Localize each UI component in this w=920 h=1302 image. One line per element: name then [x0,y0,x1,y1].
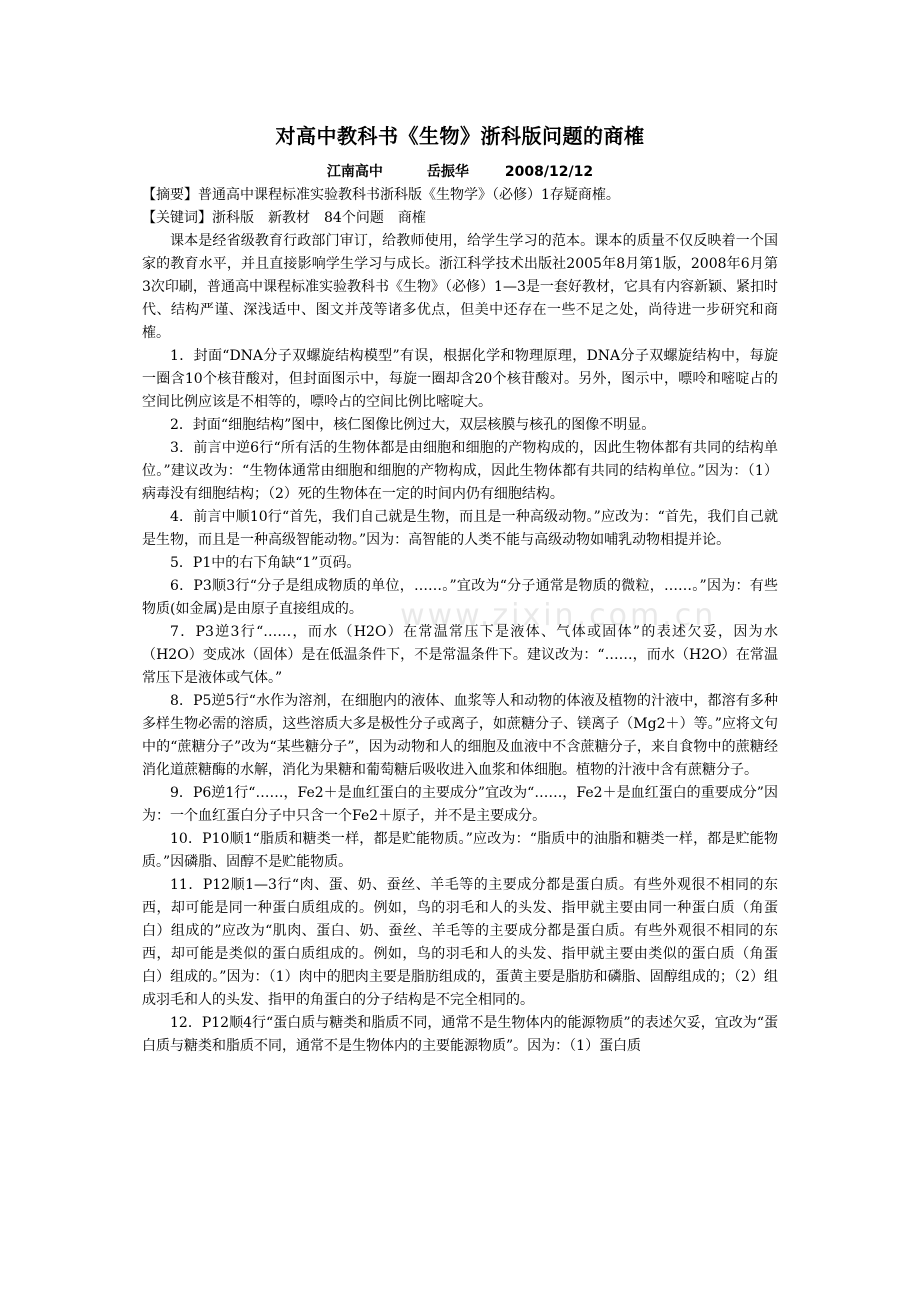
byline-author: 岳振华 [426,164,469,180]
abstract: 【摘要】普通高中课程标准实验教科书浙科版《生物学》（必修）1存疑商榷。 [142,187,620,203]
paragraph-item-2: 2．封面“细胞结构”图中，核仁图像比例过大，双层核膜与核孔的图像不明显。 [170,417,656,433]
paragraph-item-12: 12．P12顺4行“蛋白质与糖类和脂质不同，通常不是生物体内的能源物质”的表述欠妥，宜改为“蛋白质与糖类和脂质不同，通常不是生物体内的主要能源物质”。因为：（1）蛋白质 [142,1015,778,1054]
paragraph-item-3: 3．前言中逆6行“所有活的生物体都是由细胞和细胞的产物构成的，因此生物体都有共同的结构单位。”建议改为：“生物体通常由细胞和细胞的产物构成，因此生物体都有共同的结构单位。”因为：（1）病毒没有细胞结构；（2）死的生物体在一定的时间内仍有细胞结构。 [142,440,778,502]
paragraph-item-11: 11．P12顺1—3行“肉、蛋、奶、蚕丝、羊毛等的主要成分都是蛋白质。有些外观很不相同的东西，却可能是同一种蛋白质组成的。例如，鸟的羽毛和人的头发、指甲就主要由同一种蛋白质（角蛋白）组成的”应改为“肌肉、蛋白、奶、蚕丝、羊毛等的主要成分都是蛋白质。有些外观很不相同的东西，却可能是类似的蛋白质组成的。例如，鸟的羽毛和人的头发、指甲就主要由类似的蛋白质（角蛋白）组成的。”因为：（1）肉中的肥肉主要是脂肪组成的，蛋黄主要是脂肪和磷脂、固醇组成的；（2）组成羽毛和人的头发、指甲的角蛋白的分子结构是不完全相同的。 [142,877,778,1008]
paragraph-item-10: 10．P10顺1“脂质和糖类一样，都是贮能物质。”应改为：“脂质中的油脂和糖类一样，都是贮能物质。”因磷脂、固醇不是贮能物质。 [142,831,778,870]
watermark-text: www.zixin.com.cn [400,598,717,633]
byline [142,160,778,184]
document-title: 对高中教科书《生物》浙科版问题的商榷 [275,124,645,148]
paragraph-item-9: 9．P6逆1行“……，Fe2＋是血红蛋白的主要成分”宜改为“……，Fe2＋是血红蛋白的重要成分”因为：一个血红蛋白分子中只含一个Fe2＋原子，并不是主要成分。 [142,785,778,824]
paragraph-item-1: 1．封面“DNA分子双螺旋结构模型”有误，根据化学和物理原理，DNA分子双螺旋结构中，每旋一圈含10个核苷酸对，但封面图示中，每旋一圈却含20个核苷酸对。另外，图示中，嘌呤和嘧啶占的空间比例应该是不相等的，嘌呤占的空间比例比嘧啶大。 [142,348,778,410]
paragraph-item-5: 5．P1中的右下角缺“1”页码。 [170,555,361,571]
byline-school: 江南高中 [326,164,383,180]
paragraph-item-7: 7．P3逆3行“……，而水（H2O）在常温常压下是液体、气体或固体”的表述欠妥，因为水（H2O）变成冰（固体）是在低温条件下，不是常温条件下。建议改为：“……，而水（H2O）在常温常压下是液体或气体。” [142,624,778,686]
paragraph-intro: 课本是经省级教育行政部门审订，给教师使用，给学生学习的范本。课本的质量不仅反映着一个国家的教育水平，并且直接影响学生学习与成长。浙江科学技术出版社2005年8月第1版，2008年6月第3次印刷，普通高中课程标准实验教科书《生物》（必修）1—3是一套好教材，它具有内容新颖、紧扣时代、结构严谨、深浅适中、图文并茂等诸多优点，但美中还存在一些不足之处，尚待进一步研究和商榷。 [142,233,778,341]
document-page [142,118,778,1058]
keywords: 【关键词】浙科版 新教材 84个问题 商榷 [142,210,426,226]
paragraph-item-8: 8．P5逆5行“水作为溶剂，在细胞内的液体、血浆等人和动物的体液及植物的汁液中，都溶有多种多样生物必需的溶质，这些溶质大多是极性分子或离子，如蔗糖分子、镁离子（Mg2＋）等。”应将文句中的“蔗糖分子”改为“某些糖分子”，因为动物和人的细胞及血液中不含蔗糖分子，来自食物中的蔗糖经消化道蔗糖酶的水解，消化为果糖和葡萄糖后吸收进入血浆和体细胞。植物的汁液中含有蔗糖分子。 [142,693,778,778]
paragraph-item-4: 4．前言中顺10行“首先，我们自己就是生物，而且是一种高级动物。”应改为：“首先，我们自己就是生物，而且是一种高级智能动物。”因为：高智能的人类不能与高级动物如哺乳动物相提并论。 [142,509,778,548]
paragraph-item-6: 6．P3顺3行“分子是组成物质的单位，……。”宜改为“分子通常是物质的微粒，……。”因为：有些物质(如金属)是由原子直接组成的。 [142,578,778,617]
byline-date: 2008/12/12 [504,164,594,180]
